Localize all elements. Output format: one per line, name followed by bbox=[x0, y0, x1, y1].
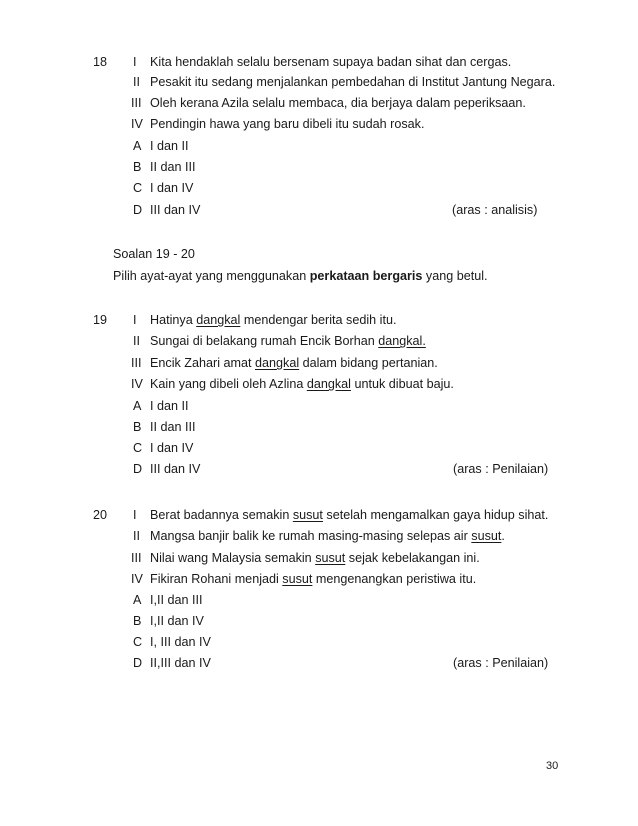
option-text: III dan IV bbox=[150, 462, 201, 476]
option-letter: C bbox=[133, 181, 143, 195]
q20-option-d bbox=[0, 653, 638, 673]
q19-option-d bbox=[0, 459, 638, 479]
q18-option-a bbox=[0, 136, 638, 156]
roman-numeral: II bbox=[133, 334, 140, 348]
option-text: I, III dan IV bbox=[150, 635, 211, 649]
q18-stmt-1 bbox=[0, 52, 638, 72]
instruction-bold-text: perkataan bergaris bbox=[309, 269, 423, 283]
q19-stmt-1 bbox=[0, 310, 638, 330]
option-text: I dan IV bbox=[150, 441, 194, 455]
roman-numeral: IV bbox=[131, 117, 143, 131]
statement-text: Mangsa banjir balik ke rumah masing-masing selepas air susut. bbox=[150, 529, 505, 543]
option-text: I,II dan IV bbox=[150, 614, 204, 628]
statement-text: Kita hendaklah selalu bersenam supaya badan sihat dan cergas. bbox=[150, 55, 512, 69]
q20-option-b bbox=[0, 611, 638, 631]
roman-numeral: II bbox=[133, 75, 140, 89]
q20-stmt-3 bbox=[0, 548, 638, 568]
option-letter: C bbox=[133, 635, 143, 649]
roman-numeral: III bbox=[131, 356, 142, 370]
roman-numeral: III bbox=[131, 551, 142, 565]
q18-option-c bbox=[0, 178, 638, 198]
option-letter: D bbox=[133, 203, 143, 217]
roman-numeral: II bbox=[133, 529, 140, 543]
q19-stmt-2 bbox=[0, 331, 638, 351]
option-text: I,II dan III bbox=[150, 593, 203, 607]
roman-numeral: I bbox=[133, 55, 137, 69]
q20-stmt-1 bbox=[0, 505, 638, 525]
instruction-text: Pilih ayat-ayat yang menggunakan perkataan bergaris yang betul. bbox=[113, 269, 488, 283]
q19-option-a bbox=[0, 396, 638, 416]
option-text: II dan III bbox=[150, 160, 196, 174]
statement-text: Encik Zahari amat dangkal dalam bidang pertanian. bbox=[150, 356, 438, 370]
roman-numeral: IV bbox=[131, 377, 143, 391]
option-letter: B bbox=[133, 420, 142, 434]
page-number: 30 bbox=[546, 760, 559, 772]
roman-numeral: III bbox=[131, 96, 142, 110]
q20-option-c bbox=[0, 632, 638, 652]
q19-number: 19 bbox=[93, 313, 108, 327]
roman-numeral: I bbox=[133, 508, 137, 522]
roman-numeral: I bbox=[133, 313, 137, 327]
underlined-word: dangkal bbox=[196, 313, 241, 327]
q19-stmt-3 bbox=[0, 353, 638, 373]
q18-option-b bbox=[0, 157, 638, 177]
q19-option-c bbox=[0, 438, 638, 458]
difficulty-level: (aras : Penilaian) bbox=[453, 656, 549, 670]
q19-option-b bbox=[0, 417, 638, 437]
option-letter: B bbox=[133, 160, 142, 174]
option-letter: B bbox=[133, 614, 142, 628]
statement-text: Hatinya dangkal mendengar berita sedih itu. bbox=[150, 313, 397, 327]
statement-text: Kain yang dibeli oleh Azlina dangkal untuk dibuat baju. bbox=[150, 377, 454, 391]
statement-text: Fikiran Rohani menjadi susut mengenangkan peristiwa itu. bbox=[150, 572, 477, 586]
underlined-word: susut bbox=[292, 508, 323, 522]
statement-text: Berat badannya semakin susut setelah mengamalkan gaya hidup sihat. bbox=[150, 508, 549, 522]
section-instruction bbox=[0, 266, 638, 286]
option-text: I dan II bbox=[150, 399, 189, 413]
option-text: I dan IV bbox=[150, 181, 194, 195]
q18-stmt-3 bbox=[0, 93, 638, 113]
statement-text: Pendingin hawa yang baru dibeli itu sudah rosak. bbox=[150, 117, 425, 131]
underlined-word: dangkal bbox=[306, 377, 351, 391]
section-title bbox=[0, 244, 638, 264]
option-letter: D bbox=[133, 462, 143, 476]
q20-stmt-2 bbox=[0, 526, 638, 546]
q20-stmt-4 bbox=[0, 569, 638, 589]
option-letter: C bbox=[133, 441, 143, 455]
q20-option-a bbox=[0, 590, 638, 610]
option-letter: A bbox=[133, 399, 142, 413]
section-title-text: Soalan 19 - 20 bbox=[113, 247, 195, 261]
option-text: III dan IV bbox=[150, 203, 201, 217]
option-text: II,III dan IV bbox=[150, 656, 211, 670]
q18-stmt-2 bbox=[0, 72, 638, 92]
option-letter: A bbox=[133, 593, 142, 607]
underlined-word: dangkal bbox=[255, 356, 300, 370]
underlined-word: susut bbox=[282, 572, 313, 586]
underlined-word: dangkal. bbox=[378, 334, 426, 348]
q18-stmt-4 bbox=[0, 114, 638, 134]
q20-number: 20 bbox=[93, 508, 108, 522]
option-text: II dan III bbox=[150, 420, 196, 434]
underlined-word: susut bbox=[315, 551, 346, 565]
roman-numeral: IV bbox=[131, 572, 143, 586]
difficulty-level: (aras : analisis) bbox=[452, 203, 538, 217]
option-letter: D bbox=[133, 656, 143, 670]
underlined-word: susut bbox=[471, 529, 502, 543]
q18-option-d bbox=[0, 200, 638, 220]
option-text: I dan II bbox=[150, 139, 189, 153]
q19-stmt-4 bbox=[0, 374, 638, 394]
statement-text: Sungai di belakang rumah Encik Borhan dangkal. bbox=[150, 334, 426, 348]
statement-text: Nilai wang Malaysia semakin susut sejak kebelakangan ini. bbox=[150, 551, 480, 565]
difficulty-level: (aras : Penilaian) bbox=[453, 462, 549, 476]
q18-number: 18 bbox=[93, 55, 108, 69]
option-letter: A bbox=[133, 139, 142, 153]
statement-text: Pesakit itu sedang menjalankan pembedahan di Institut Jantung Negara. bbox=[150, 75, 556, 89]
statement-text: Oleh kerana Azila selalu membaca, dia berjaya dalam peperiksaan. bbox=[150, 96, 526, 110]
